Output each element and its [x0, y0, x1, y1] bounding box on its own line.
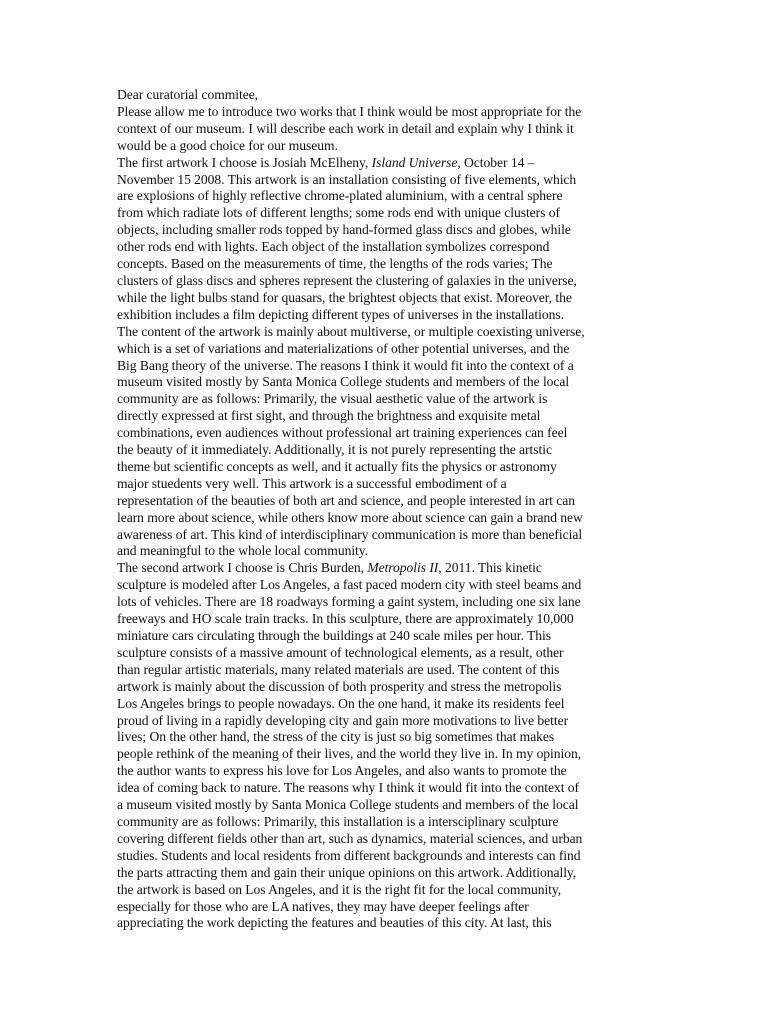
paragraph-line: theme but scientific concepts as well, and it actually fits the physics or astronomy — [117, 458, 557, 474]
intro-line: Please allow me to introduce two works that I think would be most appropriate for the — [117, 103, 582, 119]
paragraph-line: community are as follows: Primarily, the visual aesthetic value of the artwork is — [117, 391, 548, 407]
paragraph-line: Los Angeles brings to people nowadays. On the one hand, it make its residents feel — [117, 695, 565, 711]
paragraph-line: the parts attracting them and gain their unique opinions on this artwork. Additionally, — [117, 864, 577, 880]
paragraph-line: from which radiate lots of different lengths; some rods end with unique clusters of — [117, 205, 560, 221]
letter-body — [117, 87, 655, 932]
artwork-title: Metropolis II — [367, 560, 439, 576]
paragraph-line: major stuedents very well. This artwork is a successful embodiment of a — [117, 475, 507, 491]
paragraph-line: learn more about science, while others know more about science can gain a brand new — [117, 509, 583, 525]
paragraph-line: clusters of glass discs and spheres represent the clustering of galaxies in the universe, — [117, 272, 577, 288]
paragraph-line: artwork is mainly about the discussion of both prosperity and stress the metropolis — [117, 678, 562, 694]
paragraph-lines — [117, 577, 655, 932]
line-text: , 2011. This kinetic — [438, 560, 542, 576]
paragraph-lines — [117, 172, 655, 561]
paragraph-line: community are as follows: Primarily, this installation is a intersciplinary sculpture — [117, 813, 559, 829]
paragraph-line: awareness of art. This kind of interdisciplinary communication is more than beneficial — [117, 526, 583, 542]
paragraph-line: appreciating the work depicting the features and beauties of this city. At last, this — [117, 915, 552, 931]
paragraph-line: the beauty of it immediately. Additionally, it is not purely representing the artstic — [117, 442, 552, 458]
paragraph-line: which is a set of variations and materializations of other potential universes, and the — [117, 340, 570, 356]
paragraph-island-universe — [117, 155, 655, 561]
paragraph-line: idea of coming back to nature. The reasons why I think it would fit into the context of — [117, 780, 580, 796]
intro-line: context of our museum. I will describe each work in detail and explain why I think it — [117, 120, 574, 136]
paragraph-line: other rods end with lights. Each object of the installation symbolizes correspond — [117, 239, 550, 255]
paragraph-line: objects, including smaller rods topped by hand-formed glass discs and globes, while — [117, 222, 571, 238]
intro-line: would be a good choice for our museum. — [117, 137, 338, 153]
paragraph-line: proud of living in a rapidly developing city and gain more motivations to live better — [117, 712, 569, 728]
paragraph-line: than regular artistic materials, many related materials are used. The content of this — [117, 661, 560, 677]
intro-paragraph — [117, 104, 655, 155]
salutation — [117, 87, 655, 104]
paragraph-first-line — [117, 155, 655, 172]
paragraph-line: covering different fields other than art, such as dynamics, material sciences, and urban — [117, 830, 583, 846]
paragraph-line: lots of vehicles. There are 18 roadways forming a gaint system, including one six lane — [117, 594, 581, 610]
paragraph-line: a museum visited mostly by Santa Monica College students and members of the local — [117, 797, 579, 813]
line-text: , October 14 – — [457, 154, 535, 170]
paragraph-line: miniature cars circulating through the buildings at 240 scale miles per hour. This — [117, 628, 551, 643]
paragraph-line: freeways and HO scale train tracks. In this sculpture, there are approximately 10,000 — [117, 611, 574, 627]
paragraph-line: November 15 2008. This artwork is an installation consisting of five elements, which — [117, 171, 577, 187]
paragraph-line: representation of the beauties of both art and science, and people interested in art can — [117, 492, 575, 508]
paragraph-line: sculpture is modeled after Los Angeles, a fast paced modern city with steel beams and — [117, 577, 582, 593]
paragraph-first-line — [117, 560, 655, 577]
line-text: The first artwork I choose is Josiah McElheny, — [117, 154, 372, 170]
paragraph-line: sculpture consists of a massive amount of technological elements, as a result, other — [117, 644, 564, 660]
paragraph-line: concepts. Based on the measurements of time, the lengths of the rods varies; The — [117, 256, 553, 272]
paragraph-line: the author wants to express his love for Los Angeles, and also wants to promote the — [117, 763, 567, 779]
paragraph-line: directly expressed at first sight, and through the brightness and exquisite metal — [117, 408, 541, 424]
paragraph-line: museum visited mostly by Santa Monica College students and members of the local — [117, 374, 570, 390]
paragraph-line: lives; On the other hand, the stress of the city is just so big sometimes that makes — [117, 729, 555, 745]
paragraph-line: people rethink of the meaning of their lives, and the world they live in. In my opinion, — [117, 746, 582, 762]
paragraph-metropolis — [117, 560, 655, 932]
paragraph-line: combinations, even audiences without professional art training experiences can feel — [117, 425, 568, 441]
paragraph-line: exhibition includes a film depicting different types of universes in the installations. — [117, 306, 564, 322]
paragraph-line: the artwork is based on Los Angeles, and it is the right fit for the local community, — [117, 881, 562, 897]
paragraph-line: studies. Students and local residents from different backgrounds and interests can find — [117, 847, 581, 863]
salutation-line: Dear curatorial commitee, — [117, 87, 259, 102]
paragraph-line: The content of the artwork is mainly about multiverse, or multiple coexisting universe, — [117, 323, 585, 339]
paragraph-line: especially for those who are LA natives, they may have deeper feelings after — [117, 898, 529, 914]
artwork-title: Island Universe — [371, 154, 458, 170]
line-text: The second artwork I choose is Chris Burden, — [117, 560, 368, 576]
paragraph-line: while the light bulbs stand for quasars, the brightest objects that exist. Moreover, the — [117, 289, 572, 305]
paragraph-line: and meaningful to the whole local community. — [117, 543, 368, 559]
paragraph-line: Big Bang theory of the universe. The reasons I think it would fit into the context of a — [117, 357, 574, 373]
paragraph-line: are explosions of highly reflective chrome-plated aluminium, with a central sphere — [117, 188, 563, 204]
